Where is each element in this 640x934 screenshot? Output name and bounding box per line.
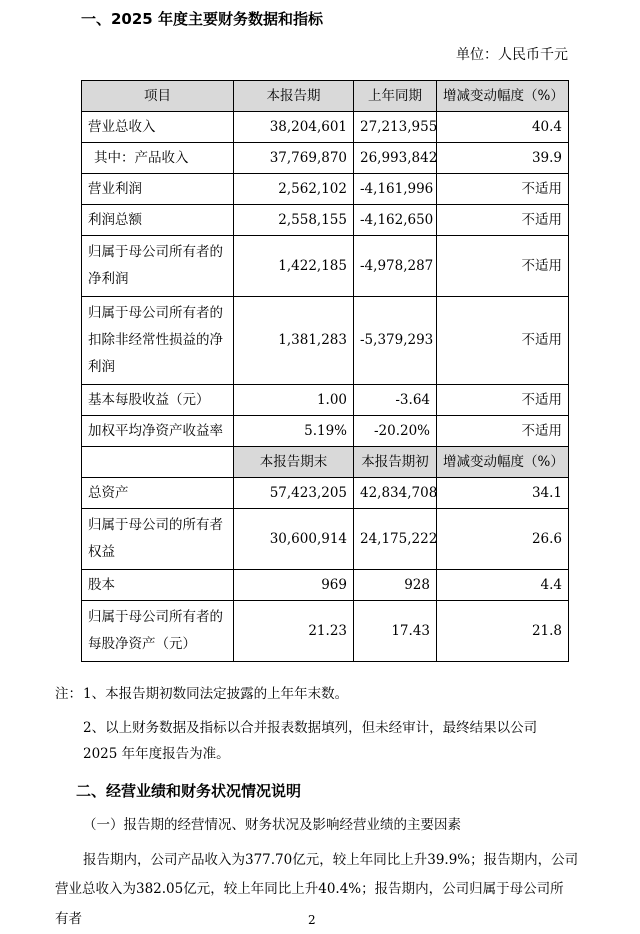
row-label: 利润总额 [82,205,234,236]
row-change: 39.9 [437,143,569,174]
row-previous: 27,213,955 [354,112,437,143]
table-row [82,236,569,297]
row-current: 2,558,155 [234,205,354,236]
row-change: 不适用 [437,416,569,447]
row-previous: 17.43 [354,601,437,662]
table-row [82,297,569,385]
row-current: 5.19% [234,416,354,447]
header-current: 本报告期 [234,81,354,112]
table-row [82,174,569,205]
row-label: 其中：产品收入 [82,143,234,174]
row-current: 37,769,870 [234,143,354,174]
section-2-title: 二、经营业绩和财务状况情况说明 [76,782,302,800]
table-row [82,601,569,662]
header-change-2: 增减变动幅度（%） [437,447,569,478]
table-subheader-row [82,447,569,478]
row-current: 57,423,205 [234,478,354,509]
row-change: 40.4 [437,112,569,143]
row-change: 不适用 [437,174,569,205]
row-previous: -4,162,650 [354,205,437,236]
paragraph-line-1: 报告期内，公司产品收入为377.70亿元，较上年同比上升39.9%；报告期内，公司 [83,852,579,868]
financial-table [81,80,569,662]
row-label: 营业利润 [82,174,234,205]
row-label: 股本 [82,570,234,601]
row-change: 不适用 [437,297,569,385]
row-change: 不适用 [437,236,569,297]
row-previous: 24,175,222 [354,509,437,570]
row-previous: 42,834,708 [354,478,437,509]
row-previous: 26,993,842 [354,143,437,174]
table-row [82,143,569,174]
row-previous: -20.20% [354,416,437,447]
table-header-row [82,81,569,112]
subheader-blank [82,447,234,478]
row-current: 1,422,185 [234,236,354,297]
row-label: 总资产 [82,478,234,509]
row-change: 26.6 [437,509,569,570]
row-change: 4.4 [437,570,569,601]
row-previous: -5,379,293 [354,297,437,385]
row-current: 1,381,283 [234,297,354,385]
paragraph-line-2: 营业总收入为382.05亿元，较上年同比上升40.4%；报告期内，公司归属于母公司所有者 [55,881,564,927]
note-2-line-1: 2、以上财务数据及指标以合并报表数据填列，但未经审计，最终结果以公司 [83,720,538,736]
page-number: 2 [308,913,316,927]
subsection-1-title: （一）报告期的经营情况、财务状况及影响经营业绩的主要因素 [83,817,461,833]
row-current: 38,204,601 [234,112,354,143]
row-label: 营业总收入 [82,112,234,143]
row-previous: -4,978,287 [354,236,437,297]
table-row [82,112,569,143]
row-change: 21.8 [437,601,569,662]
row-previous: 928 [354,570,437,601]
row-current: 969 [234,570,354,601]
row-previous: -4,161,996 [354,174,437,205]
header-period-start: 本报告期初 [354,447,437,478]
table-row [82,205,569,236]
header-previous: 上年同期 [354,81,437,112]
header-item: 项目 [82,81,234,112]
row-label: 归属于母公司的所有者权益 [82,509,234,570]
section-1-title: 一、2025 年度主要财务数据和指标 [81,10,323,28]
table-row [82,570,569,601]
row-current: 1.00 [234,385,354,416]
row-label: 加权平均净资产收益率 [82,416,234,447]
row-change: 34.1 [437,478,569,509]
header-period-end: 本报告期末 [234,447,354,478]
unit-label: 单位：人民币千元 [456,47,568,63]
row-previous: -3.64 [354,385,437,416]
row-current: 2,562,102 [234,174,354,205]
row-change: 不适用 [437,385,569,416]
row-label: 归属于母公司所有者的扣除非经常性损益的净利润 [82,297,234,385]
note-2-line-2: 2025 年年度报告为准。 [83,746,230,762]
header-change: 增减变动幅度（%） [437,81,569,112]
table-row [82,416,569,447]
notes-prefix: 注： [55,686,82,702]
row-label: 归属于母公司所有者的净利润 [82,236,234,297]
note-1: 1、本报告期初数同法定披露的上年年末数。 [83,686,349,702]
row-label: 基本每股收益（元） [82,385,234,416]
row-change: 不适用 [437,205,569,236]
table-row [82,509,569,570]
row-label: 归属于母公司所有者的每股净资产（元） [82,601,234,662]
row-current: 21.23 [234,601,354,662]
row-current: 30,600,914 [234,509,354,570]
table-row [82,385,569,416]
table-row [82,478,569,509]
